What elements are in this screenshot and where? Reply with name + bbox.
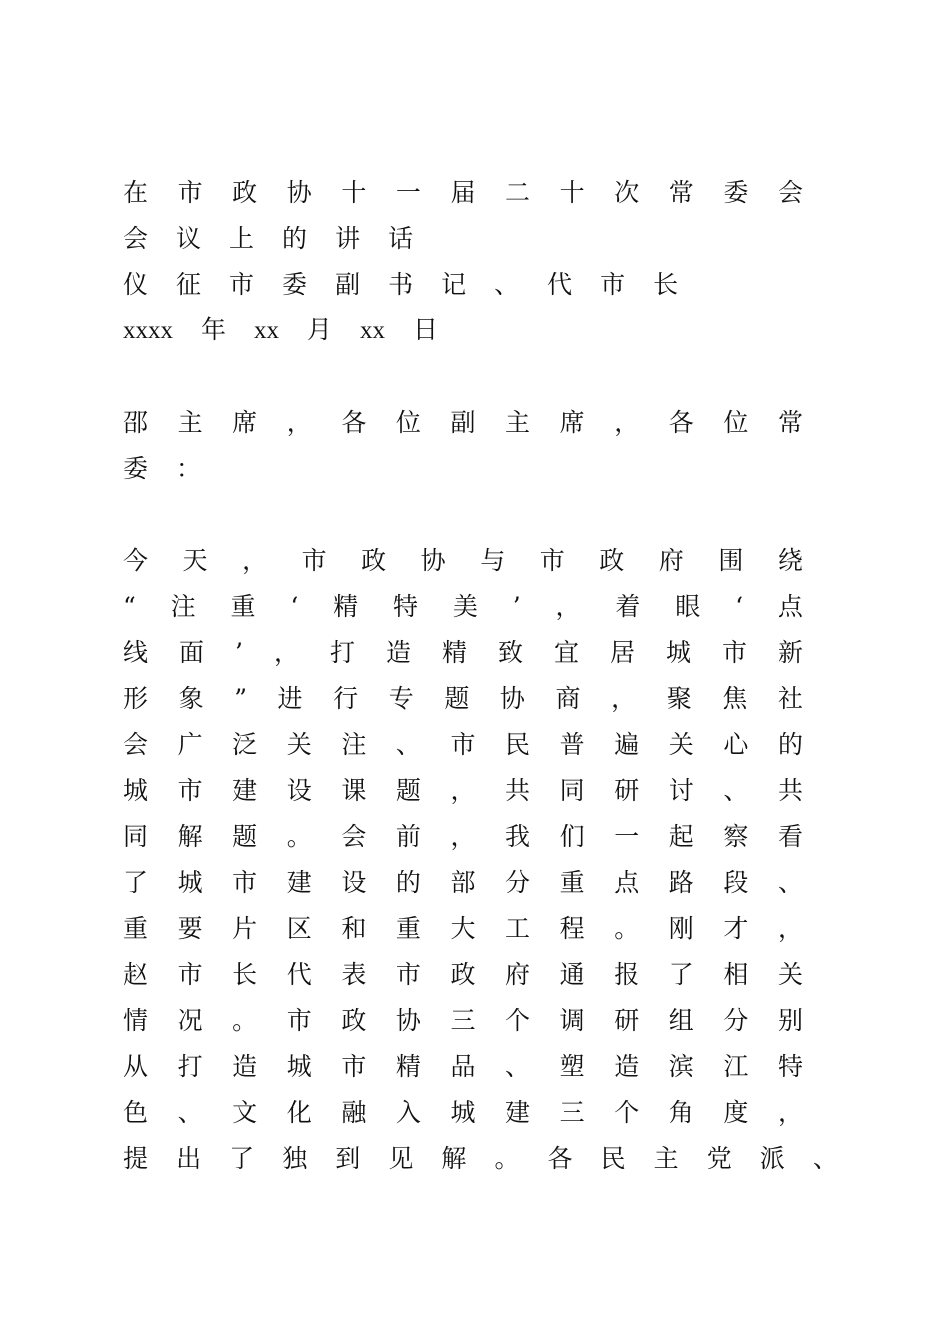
glyph: 代 (286, 960, 312, 989)
glyph: 课 (341, 776, 367, 805)
glyph: 面 (179, 638, 205, 667)
glyph: 、 (494, 270, 520, 299)
glyph: 关 (668, 730, 694, 759)
glyph: 会 (777, 178, 803, 207)
glyph: 仪 (123, 270, 149, 299)
glyph: 专 (388, 684, 414, 713)
glyph: 大 (450, 914, 476, 943)
glyph: 共 (777, 776, 803, 805)
glyph: 协 (499, 684, 525, 713)
glyph: 和 (341, 914, 367, 943)
glyph: 形 (123, 684, 149, 713)
glyph: 心 (723, 730, 749, 759)
glyph: 情 (123, 1006, 149, 1035)
glyph: 位 (723, 408, 749, 437)
glyph: 市 (177, 178, 203, 207)
glyph: 与 (480, 546, 506, 575)
glyph: 见 (388, 1144, 414, 1173)
glyph: 段 (723, 868, 749, 897)
glyph: 了 (668, 960, 694, 989)
glyph: 、 (777, 868, 803, 897)
title-line (123, 216, 803, 262)
glyph: 讲 (335, 224, 361, 253)
glyph: 才 (723, 914, 749, 943)
glyph: 府 (505, 960, 531, 989)
glyph: 赵 (123, 960, 149, 989)
glyph: 程 (559, 914, 585, 943)
glyph: 城 (665, 638, 691, 667)
glyph: 商 (555, 684, 581, 713)
glyph: 代 (547, 270, 573, 299)
body-line (123, 768, 803, 814)
glyph: 。 (286, 822, 312, 851)
glyph: ， (614, 408, 640, 437)
glyph: 同 (123, 822, 149, 851)
glyph: 关 (777, 960, 803, 989)
glyph: 刚 (668, 914, 694, 943)
glyph: 设 (286, 776, 312, 805)
glyph: 象 (178, 684, 204, 713)
salutation-line (123, 400, 803, 446)
body-line (123, 584, 803, 630)
glyph: 市 (232, 868, 258, 897)
glyph: 协 (395, 1006, 421, 1035)
body-paragraph (123, 538, 843, 1182)
glyph: 三 (450, 1006, 476, 1035)
glyph: 主 (505, 408, 531, 437)
glyph: 政 (232, 178, 258, 207)
glyph: 色 (123, 1098, 149, 1127)
glyph: 组 (668, 1006, 694, 1035)
glyph: ： (176, 454, 202, 483)
glyph: 普 (559, 730, 585, 759)
glyph: 席 (559, 408, 585, 437)
glyph: 特 (777, 1052, 803, 1081)
glyph: 精 (333, 592, 359, 621)
glyph: 解 (177, 822, 203, 851)
glyph: 分 (505, 868, 531, 897)
glyph: 会 (341, 822, 367, 851)
glyph: 议 (176, 224, 202, 253)
glyph: 社 (777, 684, 803, 713)
glyph: 十 (341, 178, 367, 207)
glyph: 了 (123, 868, 149, 897)
glyph: 的 (282, 224, 308, 253)
body-line (123, 676, 803, 722)
glyph: ‘ (735, 592, 744, 621)
salutation-line (123, 446, 803, 492)
glyph: 融 (341, 1098, 367, 1127)
glyph: 个 (614, 1098, 640, 1127)
glyph: 滨 (668, 1052, 694, 1081)
glyph: 注 (170, 592, 196, 621)
glyph: 市 (286, 1006, 312, 1035)
blank-line (123, 354, 843, 400)
glyph: ， (450, 822, 476, 851)
glyph: 注 (341, 730, 367, 759)
glyph: 讨 (668, 776, 694, 805)
glyph: 造 (232, 1052, 258, 1081)
glyph: 会 (123, 730, 149, 759)
glyph: 常 (668, 178, 694, 207)
glyph: 题 (395, 776, 421, 805)
glyph: 区 (286, 914, 312, 943)
glyph: 市 (177, 776, 203, 805)
glyph: 次 (614, 178, 640, 207)
glyph: 部 (450, 868, 476, 897)
glyph: 席 (232, 408, 258, 437)
glyph: ’ (235, 638, 243, 667)
glyph: 位 (395, 408, 421, 437)
glyph: 、 (177, 1098, 203, 1127)
glyph: 民 (600, 1144, 626, 1173)
glyph: 、 (812, 1144, 838, 1173)
glyph: 会 (123, 224, 149, 253)
body-line (123, 630, 803, 676)
glyph: 、 (505, 1052, 531, 1081)
glyph: 市 (229, 270, 255, 299)
glyph: 特 (393, 592, 419, 621)
glyph: 到 (335, 1144, 361, 1173)
glyph: 遍 (614, 730, 640, 759)
glyph: 个 (505, 1006, 531, 1035)
glyph: “ (123, 592, 136, 621)
glyph: 看 (777, 822, 803, 851)
glyph: 建 (232, 776, 258, 805)
glyph: 各 (547, 1144, 573, 1173)
glyph: 城 (286, 1052, 312, 1081)
glyph: 天 (182, 546, 208, 575)
glyph: 点 (777, 592, 803, 621)
glyph: 通 (559, 960, 585, 989)
glyph: 记 (441, 270, 467, 299)
glyph: 着 (615, 592, 641, 621)
glyph: 政 (599, 546, 625, 575)
glyph: 市 (450, 730, 476, 759)
glyph: 民 (505, 730, 531, 759)
glyph: 宜 (553, 638, 579, 667)
glyph: 设 (341, 868, 367, 897)
glyph: 江 (723, 1052, 749, 1081)
body-line (123, 1136, 838, 1182)
glyph: 。 (614, 914, 640, 943)
glyph: 协 (420, 546, 446, 575)
glyph: 线 (123, 638, 149, 667)
glyph: 泛 (232, 730, 258, 759)
glyph: 政 (361, 546, 387, 575)
glyph: 一 (614, 822, 640, 851)
glyph: ， (450, 776, 476, 805)
glyph: 委 (282, 270, 308, 299)
glyph: ， (555, 592, 581, 621)
glyph: 了 (229, 1144, 255, 1173)
glyph: 重 (123, 914, 149, 943)
glyph: 关 (286, 730, 312, 759)
glyph: 解 (441, 1144, 467, 1173)
body-line (123, 1044, 803, 1090)
glyph: 共 (505, 776, 531, 805)
glyph: 政 (341, 1006, 367, 1035)
glyph: 我 (505, 822, 531, 851)
glyph: 市 (341, 1052, 367, 1081)
glyph: 研 (614, 776, 640, 805)
glyph: 十 (559, 178, 585, 207)
glyph: 化 (286, 1098, 312, 1127)
glyph: 话 (388, 224, 414, 253)
glyph: 打 (329, 638, 355, 667)
glyph: ， (777, 914, 803, 943)
glyph: 邵 (123, 408, 149, 437)
glyph: 度 (723, 1098, 749, 1127)
glyph: ” (234, 684, 247, 713)
glyph: 出 (176, 1144, 202, 1173)
glyph: 广 (177, 730, 203, 759)
glyph: 二 (505, 178, 531, 207)
glyph: 进 (277, 684, 303, 713)
glyph: 打 (177, 1052, 203, 1081)
glyph: 焦 (722, 684, 748, 713)
glyph: 委 (123, 454, 149, 483)
glyph: 城 (123, 776, 149, 805)
glyph: ， (273, 638, 299, 667)
glyph: 府 (658, 546, 684, 575)
glyph: 党 (706, 1144, 732, 1173)
glyph: 报 (614, 960, 640, 989)
glyph: 要 (177, 914, 203, 943)
body-line (123, 906, 803, 952)
glyph: ， (242, 546, 268, 575)
glyph: 点 (614, 868, 640, 897)
glyph: 行 (333, 684, 359, 713)
glyph: 上 (229, 224, 255, 253)
glyph: 分 (723, 1006, 749, 1035)
glyph: 市 (301, 546, 327, 575)
glyph: 精 (395, 1052, 421, 1081)
date-line (123, 308, 803, 354)
glyph: 起 (668, 822, 694, 851)
glyph: 塑 (559, 1052, 585, 1081)
glyph: 市 (721, 638, 747, 667)
body-line (123, 722, 803, 768)
glyph: 常 (777, 408, 803, 437)
glyph: 重 (559, 868, 585, 897)
glyph: 前 (395, 822, 421, 851)
glyph: 精 (441, 638, 467, 667)
glyph: ‘ (290, 592, 299, 621)
glyph: 美 (452, 592, 478, 621)
glyph: 文 (232, 1098, 258, 1127)
body-line (123, 538, 803, 584)
glyph: 角 (668, 1098, 694, 1127)
glyph: 建 (505, 1098, 531, 1127)
glyph: 书 (388, 270, 414, 299)
glyph: xx (360, 317, 386, 344)
glyph: 况 (177, 1006, 203, 1035)
glyph: 一 (395, 178, 421, 207)
blank-line (123, 492, 843, 538)
glyph: 城 (450, 1098, 476, 1127)
glyph: ’ (512, 592, 521, 621)
glyph: ， (777, 1098, 803, 1127)
glyph: 在 (123, 178, 149, 207)
glyph: 政 (450, 960, 476, 989)
glyph: 年 (201, 317, 227, 344)
glyph: 派 (759, 1144, 785, 1173)
glyph: 、 (395, 730, 421, 759)
glyph: 委 (723, 178, 749, 207)
glyph: 同 (559, 776, 585, 805)
glyph: 察 (723, 822, 749, 851)
body-line (123, 952, 803, 998)
glyph: 研 (614, 1006, 640, 1035)
glyph: 工 (505, 914, 531, 943)
glyph: 主 (177, 408, 203, 437)
glyph: 表 (341, 960, 367, 989)
glyph: 独 (282, 1144, 308, 1173)
glyph: 调 (559, 1006, 585, 1035)
glyph: 别 (777, 1006, 803, 1035)
glyph: xx (254, 317, 280, 344)
title-line (123, 170, 803, 216)
glyph: 的 (395, 868, 421, 897)
glyph: 。 (232, 1006, 258, 1035)
glyph: 们 (559, 822, 585, 851)
glyph: 重 (395, 914, 421, 943)
glyph: 市 (600, 270, 626, 299)
glyph: 眼 (675, 592, 701, 621)
glyph: 建 (286, 868, 312, 897)
glyph: 题 (232, 822, 258, 851)
glyph: 相 (723, 960, 749, 989)
glyph: 入 (395, 1098, 421, 1127)
glyph: 新 (777, 638, 803, 667)
glyph: 三 (559, 1098, 585, 1127)
glyph: 。 (494, 1144, 520, 1173)
glyph: 绕 (777, 546, 803, 575)
glyph: 提 (123, 1144, 149, 1173)
speech-text (123, 170, 843, 1182)
glyph: 题 (444, 684, 470, 713)
glyph: 月 (307, 317, 333, 344)
glyph: 长 (653, 270, 679, 299)
glyph: 日 (413, 317, 439, 344)
glyph: xxxx (123, 317, 173, 344)
glyph: 市 (177, 960, 203, 989)
glyph: 路 (668, 868, 694, 897)
glyph: 造 (385, 638, 411, 667)
glyph: 的 (777, 730, 803, 759)
glyph: 围 (718, 546, 744, 575)
glyph: 重 (230, 592, 256, 621)
glyph: 从 (123, 1052, 149, 1081)
glyph: 致 (497, 638, 523, 667)
glyph: 今 (123, 546, 149, 575)
speaker-line (123, 262, 803, 308)
glyph: 副 (450, 408, 476, 437)
body-line (123, 814, 803, 860)
body-line (123, 1090, 803, 1136)
glyph: 城 (177, 868, 203, 897)
body-line (123, 998, 803, 1044)
glyph: 各 (668, 408, 694, 437)
glyph: 造 (614, 1052, 640, 1081)
glyph: 市 (539, 546, 565, 575)
glyph: ， (611, 684, 637, 713)
body-line (123, 860, 803, 906)
glyph: 片 (232, 914, 258, 943)
glyph: 主 (653, 1144, 679, 1173)
glyph: 各 (341, 408, 367, 437)
glyph: 征 (176, 270, 202, 299)
glyph: 协 (286, 178, 312, 207)
glyph: 长 (232, 960, 258, 989)
glyph: 副 (335, 270, 361, 299)
glyph: 市 (395, 960, 421, 989)
glyph: 居 (609, 638, 635, 667)
glyph: 品 (450, 1052, 476, 1081)
glyph: 、 (723, 776, 749, 805)
glyph: ， (286, 408, 312, 437)
glyph: 聚 (666, 684, 692, 713)
glyph: 届 (450, 178, 476, 207)
